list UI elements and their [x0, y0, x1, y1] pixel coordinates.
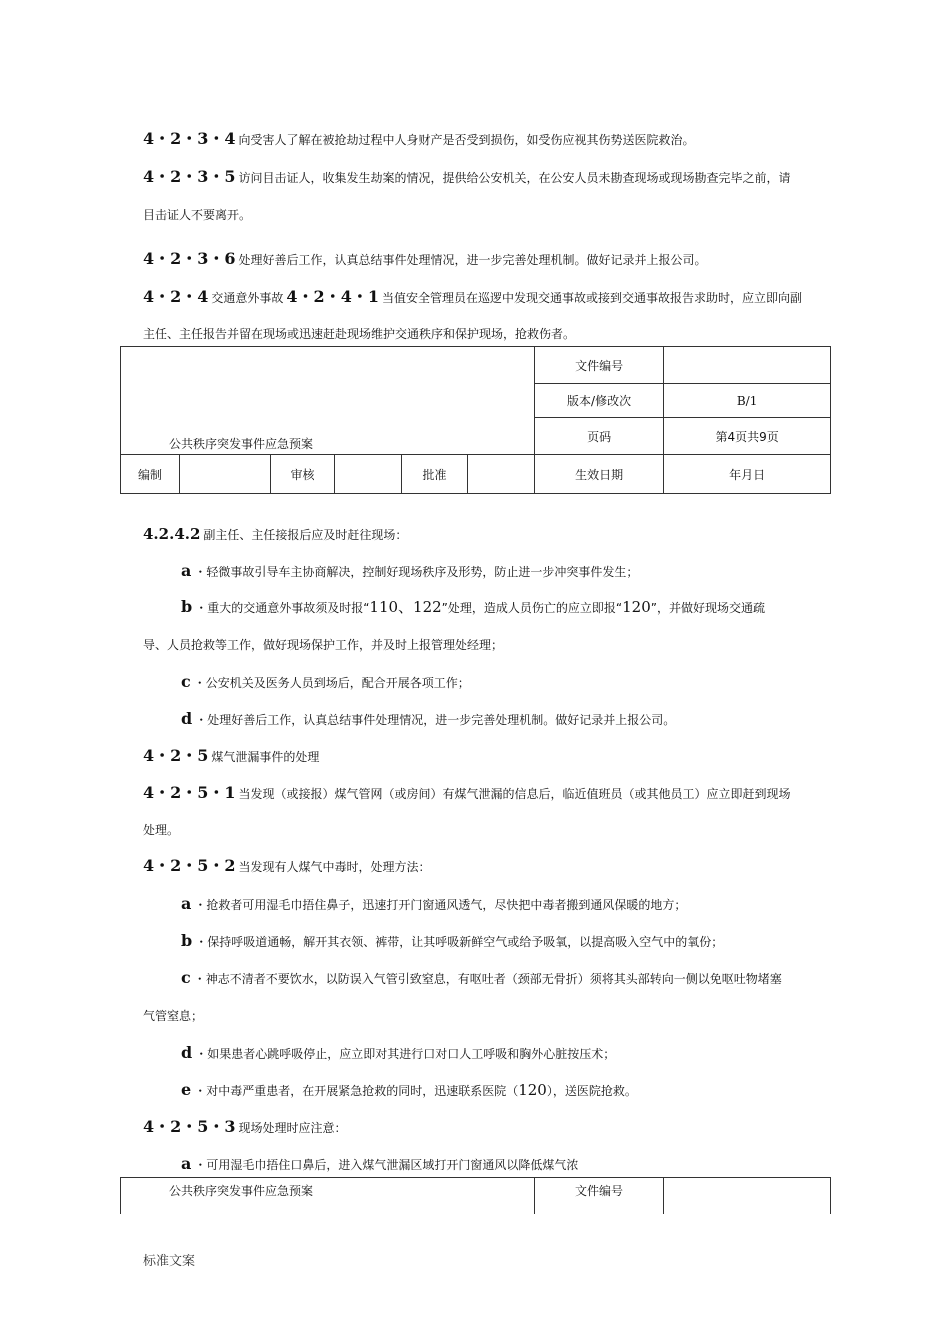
- item-letter: d: [181, 1043, 193, 1062]
- document-header-table: [120, 1177, 831, 1214]
- item-text: ・神志不清者不要饮水，以防误入气管引致窒息，有呕吐者（颈部无骨折）须将其头部转向一侧以免呕吐物堵塞: [193, 972, 782, 986]
- para-4-2-5-2: [143, 856, 431, 877]
- approve-label: 批准: [402, 455, 468, 494]
- page-value: 第4页共9页: [664, 418, 831, 455]
- page-label: 页码: [535, 418, 664, 455]
- phone-number: 120: [518, 1081, 547, 1099]
- item-b-cont: 导、人员抢救等工作，做好现场保护工作，并及时上报管理处经理；: [143, 638, 504, 652]
- section-number: 4・2・5: [143, 746, 209, 765]
- item-text: ・重大的交通意外事故须及时报“: [195, 601, 370, 615]
- para-4-2-3-5: [143, 167, 791, 188]
- para-text: 副主任、主任接报后应及时赶往现场：: [203, 528, 408, 542]
- para-text: 交通意外事故: [211, 291, 284, 305]
- item-letter: e: [181, 1080, 192, 1099]
- item-letter: b: [181, 597, 193, 616]
- item-b: [181, 931, 723, 952]
- item-text: ”，并做好现场交通疏: [650, 601, 765, 615]
- item-text: ），送医院抢救。: [546, 1084, 637, 1098]
- doc-number-label: 文件编号: [535, 1178, 664, 1214]
- item-text: ・轻微事故引导车主协商解决，控制好现场秩序及形势，防止进一步冲突事件发生；: [194, 565, 639, 579]
- para-4-2-3-6: [143, 249, 707, 270]
- doc-number-label: 文件编号: [535, 347, 664, 384]
- document-header-table: [120, 346, 831, 494]
- item-text: ・保持呼吸道通畅，解开其衣领、裤带，让其呼吸新鲜空气或给予吸氧，以提高吸入空气中的氧份；: [195, 935, 724, 949]
- section-number: 4・2・4・1: [286, 287, 379, 306]
- item-letter: b: [181, 931, 193, 950]
- document-title: 公共秩序突发事件应急预案: [121, 1178, 535, 1214]
- compile-value: [180, 455, 271, 494]
- item-text: ・抢救者可用湿毛巾捂住鼻子，迅速打开门窗通风透气，尽快把中毒者搬到通风保暖的地方；: [194, 898, 687, 912]
- item-c-cont: 气管窒息；: [143, 1009, 204, 1023]
- item-text: ・对中毒严重患者，在开展紧急抢救的同时，迅速联系医院（: [194, 1084, 519, 1098]
- item-a: [181, 894, 686, 915]
- item-text: ・处理好善后工作，认真总结事件处理情况，进一步完善处理机制。做好记录并上报公司。: [195, 713, 676, 727]
- item-text: ・公安机关及医务人员到场后，配合开展各项工作；: [193, 676, 470, 690]
- item-letter: a: [181, 561, 192, 580]
- para-text: 当发现（或接报）煤气管网（或房间）有煤气泄漏的信息后，临近值班员（或其他员工）应立即赶到现场: [238, 787, 791, 801]
- version-value: B/1: [664, 384, 831, 418]
- item-letter: c: [181, 968, 191, 987]
- para-4-2-3-4: [143, 129, 695, 150]
- para-4-2-4: [143, 287, 802, 308]
- para-text: 当值安全管理员在巡逻中发现交通事故或接到交通事故报告求助时，应立即向副: [381, 291, 802, 305]
- section-number: 4・2・5・3: [143, 1117, 236, 1136]
- item-d: [181, 1043, 615, 1064]
- item-c: [181, 672, 470, 693]
- effective-date-label: 生效日期: [535, 455, 664, 494]
- approve-value: [468, 455, 535, 494]
- footer-text: 标准文案: [143, 1254, 196, 1269]
- item-a: [181, 561, 638, 582]
- para-4-2-5-1: [143, 783, 791, 804]
- effective-date-value: 年月日: [664, 455, 831, 494]
- doc-number-value: [664, 347, 831, 384]
- item-c: [181, 968, 782, 989]
- para-4-2-5-3: [143, 1117, 347, 1138]
- document-title: 公共秩序突发事件应急预案: [121, 347, 535, 455]
- review-label: 审核: [271, 455, 335, 494]
- para-text: 处理好善后工作，认真总结事件处理情况，进一步完善处理机制。做好记录并上报公司。: [238, 253, 707, 267]
- para-text: 当发现有人煤气中毒时，处理方法：: [238, 860, 431, 874]
- para-4-2-4-1-cont: 主任、主任报告并留在现场或迅速赶赴现场维护交通秩序和保护现场，抢救伤者。: [143, 327, 576, 341]
- item-letter: a: [181, 1154, 192, 1173]
- review-value: [335, 455, 402, 494]
- item-text: ・如果患者心跳呼吸停止，应立即对其进行口对口人工呼吸和胸外心脏按压术；: [195, 1047, 616, 1061]
- phone-number: 120: [622, 598, 651, 616]
- section-number: 4・2・3・6: [143, 249, 236, 268]
- item-text: ”处理，造成人员伤亡的应立即报“: [441, 601, 623, 615]
- section-number: 4・2・5・2: [143, 856, 236, 875]
- section-number: 4・2・3・4: [143, 129, 236, 148]
- item-text: ・可用湿毛巾捂住口鼻后，进入煤气泄漏区域打开门窗通风以降低煤气浓: [194, 1158, 579, 1172]
- section-number: 4.2.4.2: [143, 525, 201, 543]
- item-letter: d: [181, 709, 193, 728]
- section-number: 4・2・3・5: [143, 167, 236, 186]
- section-number: 4・2・4: [143, 287, 209, 306]
- version-label: 版本/修改次: [535, 384, 664, 418]
- item-letter: c: [181, 672, 191, 691]
- section-number: 4・2・5・1: [143, 783, 236, 802]
- para-4-2-4-2: [143, 524, 407, 545]
- para-4-2-5: [143, 746, 319, 767]
- para-text: 向受害人了解在被抢劫过程中人身财产是否受到损伤，如受伤应视其伤势送医院救治。: [238, 133, 695, 147]
- para-4-2-5-1-cont: 处理。: [143, 823, 180, 837]
- para-text: 现场处理时应注意：: [238, 1121, 347, 1135]
- phone-number: 110、122: [369, 598, 442, 616]
- item-b: [181, 597, 765, 618]
- para-text: 煤气泄漏事件的处理: [211, 750, 320, 764]
- para-4-2-3-5-cont: 目击证人不要离开。: [143, 208, 252, 222]
- item-a: [181, 1154, 578, 1175]
- item-e: [181, 1080, 637, 1101]
- item-letter: a: [181, 894, 192, 913]
- compile-label: 编制: [121, 455, 180, 494]
- para-text: 访问目击证人，收集发生劫案的情况，提供给公安机关，在公安人员未勘查现场或现场勘查完毕之前，请: [238, 171, 791, 185]
- doc-number-value: [664, 1178, 831, 1214]
- item-d: [181, 709, 675, 730]
